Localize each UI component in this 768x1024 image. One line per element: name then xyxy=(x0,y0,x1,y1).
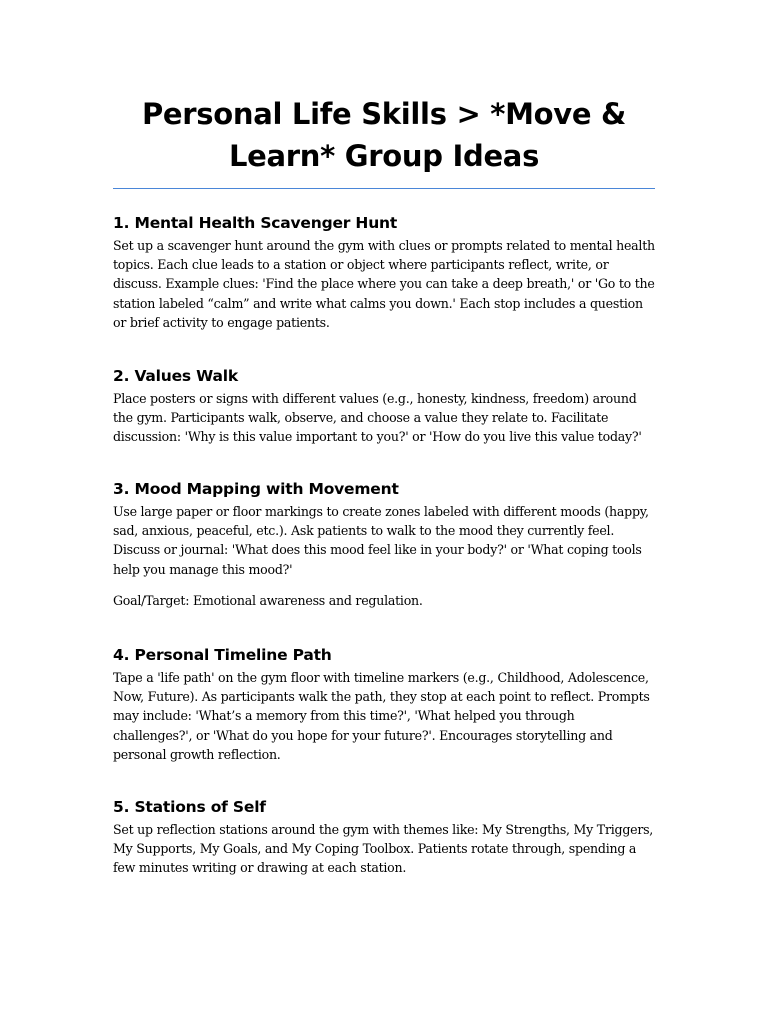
section-paragraph: Set up reflection stations around the gym with themes like: My Strengths, My Triggers, My Supports, My Goals, and My Coping Toolbox. Patients rotate through, spending a few minutes writing or drawing at each station. xyxy=(113,822,654,876)
section-1 xyxy=(113,213,655,332)
section-heading: 4. Personal Timeline Path xyxy=(113,646,332,664)
section-paragraph: Place posters or signs with different values (e.g., honesty, kindness, freedom) around the gym. Participants walk, observe, and choose a value they relate to. Facilitate discussion: 'Why is this value important to you?' or 'How do you live this value today?' xyxy=(113,391,642,445)
section-2 xyxy=(113,366,655,447)
section-paragraph: Set up a scavenger hunt around the gym with clues or prompts related to mental health topics. Each clue leads to a station or object where participants reflect, write, or discuss. Example clues: 'Find the place where you can take a deep breath,' or 'Go to the station labeled “calm” and write what calms you down.' Each stop includes a question or brief activity to engage patients. xyxy=(113,238,655,330)
section-4 xyxy=(113,645,655,764)
document-title: Personal Life Skills > *Move & Learn* Group Ideas xyxy=(141,97,627,173)
section-3 xyxy=(113,479,655,610)
title-divider xyxy=(113,188,655,189)
section-heading: 1. Mental Health Scavenger Hunt xyxy=(113,214,398,232)
section-paragraph: Use large paper or floor markings to create zones labeled with different moods (happy, sad, anxious, peaceful, etc.). Ask patients to walk to the mood they currently feel. Discuss or journal: 'What does this mood feel like in your body?' or 'What coping tools help you manage this mood?' xyxy=(113,504,649,577)
section-heading: 2. Values Walk xyxy=(113,367,238,385)
section-5 xyxy=(113,797,655,878)
section-heading: 5. Stations of Self xyxy=(113,798,266,816)
section-paragraph: Tape a 'life path' on the gym floor with timeline markers (e.g., Childhood, Adolescence, Now, Future). As participants walk the path, they stop at each point to reflect. Prompts may include: 'What’s a memory from this time?', 'What helped you through challenges?', or 'What do you hope for your future?'. Encourages storytelling and personal growth reflection. xyxy=(113,670,650,762)
section-paragraph: Goal/Target: Emotional awareness and regulation. xyxy=(113,592,423,608)
section-heading: 3. Mood Mapping with Movement xyxy=(113,480,399,498)
document-page xyxy=(113,0,655,876)
